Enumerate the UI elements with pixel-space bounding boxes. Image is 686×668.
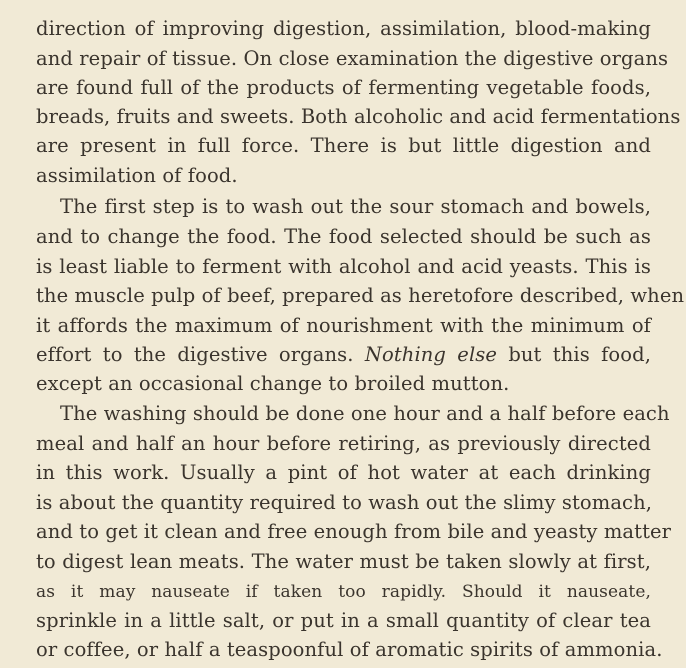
text-line: breads, fruits and sweets. Both alcoholic and acid fermentations: [36, 105, 681, 128]
text-line: in this work. Usually a pint of hot water at each drinking: [36, 461, 651, 484]
text-line: to digest lean meats. The water must be taken slowly at first,: [36, 550, 651, 573]
text-line: assimilation of food.: [36, 164, 238, 187]
text-line: is least liable to ferment with alcohol and acid yeasts. This is: [36, 255, 651, 278]
text-line: and repair of tissue. On close examination the digestive organs: [36, 47, 669, 70]
text-segment: but this food,: [497, 343, 651, 366]
text-segment: effort to the digestive organs.: [36, 343, 365, 366]
text-line: and to change the food. The food selected should be such as: [36, 225, 651, 248]
text-line: meal and half an hour before retiring, as previously directed: [36, 432, 651, 455]
text-line: is about the quantity required to wash out the slimy stomach,: [36, 491, 653, 514]
text-line: or coffee, or half a teaspoonful of aromatic spirits of ammonia.: [36, 638, 663, 661]
text-line: The first step is to wash out the sour stomach and bowels,: [60, 195, 651, 218]
text-line: are found full of the products of fermenting vegetable foods,: [36, 76, 651, 99]
text-line-with-emphasis: [36, 340, 651, 370]
text-line: and to get it clean and free enough from bile and yeasty matter: [36, 520, 672, 543]
text-line: as it may nauseate if taken too rapidly. Should it nauseate,: [36, 582, 651, 602]
italic-emphasis: Nothing else: [364, 343, 498, 366]
text-line: direction of improving digestion, assimilation, blood-making: [36, 17, 651, 40]
text-line: the muscle pulp of beef, prepared as heretofore described, when: [36, 284, 685, 307]
text-line: except an occasional change to broiled mutton.: [36, 372, 510, 395]
text-line: sprinkle in a little salt, or put in a small quantity of clear tea: [36, 609, 651, 632]
text-line: The washing should be done one hour and a half before each: [60, 402, 670, 425]
text-line: it affords the maximum of nourishment with the minimum of: [36, 314, 651, 337]
text-line: are present in full force. There is but little digestion and: [36, 134, 651, 157]
